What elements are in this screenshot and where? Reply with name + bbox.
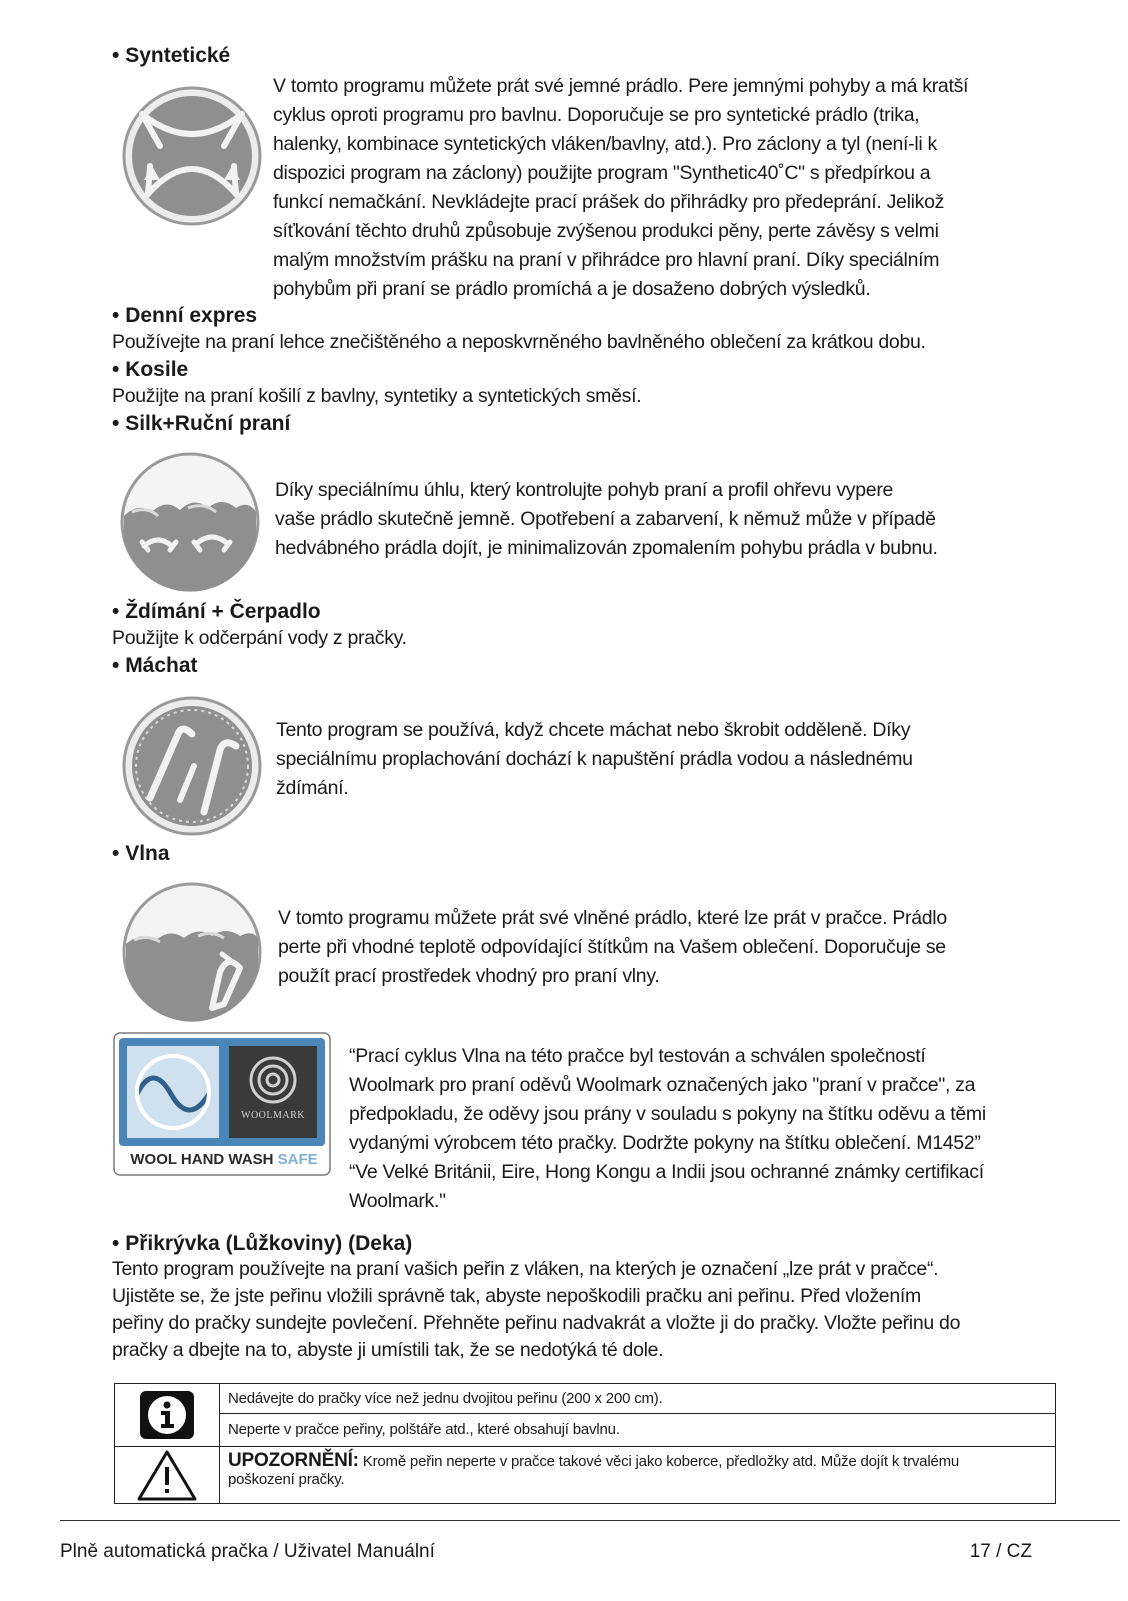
heading-zdimani: • Ždímání + Čerpadlo bbox=[112, 598, 321, 625]
machat-text bbox=[276, 716, 913, 803]
syntheticke-line: síťkování těchto druhů způsobuje zvýšenou produkci pěny, perte závěsy s velmi bbox=[273, 220, 939, 242]
kosile-text: Použijte na praní košilí z bavlny, syntetiky a syntetických směsí. bbox=[112, 385, 642, 407]
info-note-1: Nedávejte do pračky více než jednu dvojitou peřinu (200 x 200 cm). bbox=[228, 1390, 663, 1407]
silk-line: vaše prádlo skutečně jemně. Opotřebení a zabarvení, k němuž může v případě bbox=[275, 508, 936, 530]
notes-divider bbox=[220, 1413, 1055, 1414]
woolmark-text bbox=[349, 1042, 986, 1216]
synthetic-program-icon bbox=[120, 84, 264, 228]
syntheticke-line: cyklus oproti programu pro bavlnu. Doporučuje se pro syntetické prádlo (trika, bbox=[273, 104, 920, 126]
heading-machat: • Máchat bbox=[112, 652, 198, 679]
heading-prikryvka: • Přikrývka (Lůžkoviny) (Deka) bbox=[112, 1230, 412, 1257]
warning-icon-cell bbox=[115, 1446, 220, 1504]
rinse-program-icon bbox=[120, 694, 264, 838]
info-icon bbox=[139, 1390, 195, 1440]
syntheticke-line: malým množstvím prášku na praní v přihrádce pro hlavní praní. Díky speciálním bbox=[273, 249, 940, 271]
vlna-line: V tomto programu můžete prát své vlněné prádlo, které lze prát v pračce. Prádlo bbox=[278, 907, 947, 929]
syntheticke-line: dispozici program na záclony) použijte program "Synthetic40˚C" s předpírkou a bbox=[273, 162, 931, 184]
heading-silk: • Silk+Ruční praní bbox=[112, 410, 290, 437]
woolmark-line: Woolmark." bbox=[349, 1190, 446, 1212]
footer-divider bbox=[60, 1520, 1120, 1521]
woolmark-caption-main: WOOL HAND WASH bbox=[130, 1151, 274, 1168]
info-icon-cell bbox=[115, 1384, 220, 1446]
heading-vlna: • Vlna bbox=[112, 840, 170, 867]
woolmark-line: “Ve Velké Británii, Eire, Hong Kongu a Indii jsou ochranné známky certifikací bbox=[349, 1161, 984, 1183]
heading-kosile: • Kosile bbox=[112, 356, 188, 383]
prikryvka-line: peřiny do pračky sundejte povlečení. Přehněte peřinu nadvakrát a vložte ji do pračky. Vložte peřinu do bbox=[112, 1312, 961, 1334]
vlna-line: použít prací prostředek vhodný pro praní vlny. bbox=[278, 965, 660, 987]
info-note-2: Neperte v pračce peřiny, polštáře atd., které obsahují bavlnu. bbox=[228, 1421, 620, 1438]
warning-note bbox=[220, 1452, 1055, 1489]
machat-line: speciálnímu proplachování dochází k napuštění prádla vodou a následnému bbox=[276, 748, 913, 770]
heading-denni-expres: • Denní expres bbox=[112, 302, 257, 329]
vlna-line: perte při vhodné teplotě odpovídající štítkům na Vašem oblečení. Doporučuje se bbox=[278, 936, 946, 958]
warning-text-cont: poškození pračky. bbox=[228, 1471, 345, 1488]
warning-label: UPOZORNĚNÍ: bbox=[228, 1450, 359, 1471]
denni-expres-text: Používejte na praní lehce znečištěného a neposkvrněného bavlněného oblečení za krátkou dobu. bbox=[112, 331, 926, 353]
silk-text bbox=[275, 476, 938, 563]
machat-line: ždímání. bbox=[276, 777, 349, 799]
woolmark-line: předpokladu, že oděvy jsou prány v souladu s pokyny na štítku oděvu a těmi bbox=[349, 1103, 986, 1125]
prikryvka-text bbox=[112, 1256, 960, 1364]
syntheticke-line: funkcí nemačkání. Nevkládejte prací prášek do přihrádky pro předeprání. Jelikož bbox=[273, 191, 945, 213]
woolmark-brand: WOOLMARK bbox=[241, 1110, 305, 1121]
woolmark-line: vydanými výrobcem této pračky. Dodržte pokyny na štítku oblečení. M1452” bbox=[349, 1132, 981, 1154]
woolmark-logo bbox=[113, 1032, 331, 1176]
woolmark-caption-accent: SAFE bbox=[277, 1151, 318, 1168]
woolmark-caption bbox=[121, 1151, 327, 1168]
prikryvka-line: Ujistěte se, že jste peřinu vložili správně tak, abyste nepoškodili pračku ani peřinu. Před vložením bbox=[112, 1285, 921, 1307]
notes-table bbox=[114, 1383, 1056, 1504]
notes-divider bbox=[115, 1446, 1055, 1447]
zdimani-text: Použijte k odčerpání vody z pračky. bbox=[112, 627, 407, 649]
warning-text: Kromě peřin neperte v pračce takové věci jako koberce, předložky atd. Může dojít k trvalému bbox=[362, 1453, 960, 1470]
page-number: 17 / CZ bbox=[969, 1541, 1032, 1562]
vlna-text bbox=[278, 904, 947, 991]
prikryvka-line: Tento program používejte na praní vašich peřin z vláken, na kterých je označení „lze prát v pračce“. bbox=[112, 1258, 939, 1280]
silk-line: hedvábného prádla dojít, je minimalizován zpomalením pohybu prádla v bubnu. bbox=[275, 537, 938, 559]
footer-title: Plně automatická pračka / Uživatel Manuální bbox=[60, 1541, 435, 1562]
syntheticke-line: halenky, kombinace syntetických vláken/bavlny, atd.). Pro záclony a tyl (není-li k bbox=[273, 133, 937, 155]
syntheticke-line: pohybům při praní se prádlo promíchá a je dosaženo dobrých výsledků. bbox=[273, 278, 871, 300]
syntheticke-text bbox=[273, 72, 968, 304]
woolmark-line: Woolmark pro praní oděvů Woolmark označených jako "praní v pračce", za bbox=[349, 1074, 976, 1096]
woolmark-line: “Prací cyklus Vlna na této pračce byl testován a schválen společností bbox=[349, 1045, 926, 1067]
syntheticke-line: V tomto programu můžete prát své jemné prádlo. Pere jemnými pohyby a má kratší bbox=[273, 75, 969, 97]
heading-syntheticke: • Syntetické bbox=[112, 42, 230, 69]
silk-line: Díky speciálnímu úhlu, který kontrolujte pohyb praní a profil ohřevu vypere bbox=[275, 479, 894, 501]
wool-program-icon bbox=[120, 880, 264, 1024]
silk-handwash-icon bbox=[118, 450, 262, 594]
warning-icon bbox=[136, 1449, 198, 1501]
machat-line: Tento program se používá, když chcete máchat nebo škrobit odděleně. Díky bbox=[276, 719, 911, 741]
prikryvka-line: pračky a dbejte na to, abyste ji umístili tak, že se nedotýká té dole. bbox=[112, 1339, 664, 1361]
